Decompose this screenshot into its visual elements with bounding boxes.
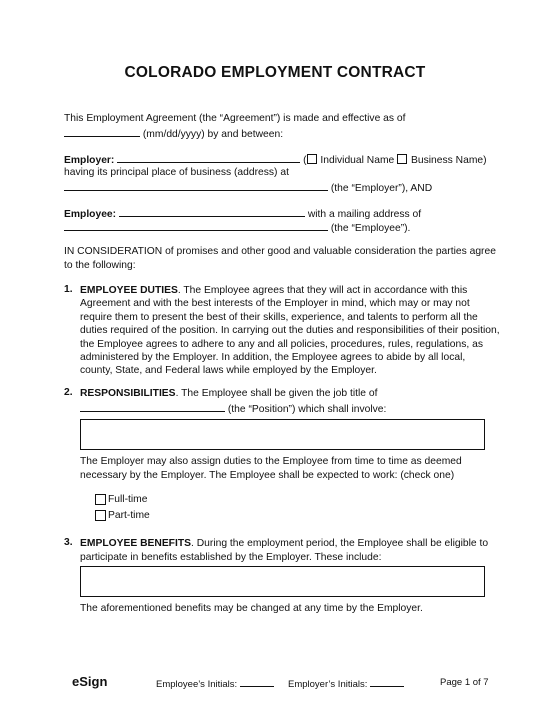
page-number: Page 1 of 7	[440, 677, 489, 688]
section-2-number: 2.	[64, 387, 73, 398]
esign-logo: eSign	[72, 674, 108, 689]
employee-address-field[interactable]	[64, 220, 328, 231]
employer-line: Employer: ( Individual Name Business Name)	[64, 152, 487, 167]
part-time-label: Part-time	[108, 510, 150, 521]
intro-line-1: This Employment Agreement (the “Agreement”) is made and effective as of	[64, 113, 406, 124]
employee-address-line: (the “Employee”).	[64, 220, 410, 235]
section-1-heading: EMPLOYEE DUTIES	[80, 285, 178, 296]
section-3-title-line: EMPLOYEE BENEFITS. During the employment period, the Employee shall be eligible to	[80, 538, 489, 549]
section-2-after-line-1: The Employer may also assign duties to the Employee from time to time as deemed	[80, 456, 462, 467]
employee-name-field[interactable]	[119, 206, 305, 217]
employer-address-label: having its principal place of business (address) at	[64, 167, 289, 178]
section-2-position-line: (the “Position”) which shall involve:	[80, 401, 386, 416]
job-title-field[interactable]	[80, 401, 225, 412]
section-2-title-line: RESPONSIBILITIES. The Employee shall be given the job title of	[80, 388, 378, 399]
individual-name-checkbox[interactable]	[307, 154, 317, 164]
business-name-checkbox[interactable]	[397, 154, 407, 164]
section-3-heading: EMPLOYEE BENEFITS	[80, 538, 191, 549]
section-2-after-line-2: necessary by the Employer. The Employee shall be expected to work: (check one)	[80, 470, 455, 481]
benefits-box[interactable]	[80, 566, 485, 597]
full-time-checkbox[interactable]	[95, 494, 106, 505]
position-duties-box[interactable]	[80, 419, 485, 450]
section-3-line-2: participate in benefits established by the Employer. These include:	[80, 552, 382, 563]
employee-initials: Employee’s Initials:	[156, 677, 274, 690]
employee-initials-field[interactable]	[240, 677, 274, 687]
employer-initials: Employer’s Initials:	[288, 677, 404, 690]
part-time-checkbox[interactable]	[95, 510, 106, 521]
employer-name-field[interactable]	[117, 152, 300, 163]
full-time-label: Full-time	[108, 494, 148, 505]
employer-label: Employer:	[64, 155, 115, 166]
employee-label: Employee:	[64, 209, 117, 220]
consideration-line-1: IN CONSIDERATION of promises and other good and valuable consideration the parties agree	[64, 246, 496, 257]
employer-initials-field[interactable]	[370, 677, 404, 687]
section-1-body: EMPLOYEE DUTIES. The Employee agrees that they will act in accordance with this Agreement and with the best interests of the Employer in mind, which may or may not require them to present the best of their skills, experience, and talents to perform all the duties required of the position. In carrying out the duties and responsibilities of their position, the Employee agrees to adhere to any and all policies, procedures, rules, regulations, as administered by the Employer. In addition, the Employee agrees to abide by all local, county, State, and Federal laws while employed by the Employer.	[80, 285, 500, 377]
employee-line: Employee: with a mailing address of	[64, 206, 421, 221]
employer-address-line: (the “Employer”), AND	[64, 180, 432, 195]
section-2-heading: RESPONSIBILITIES	[80, 388, 176, 399]
document-title: COLORADO EMPLOYMENT CONTRACT	[124, 64, 426, 81]
intro-line-2: (mm/dd/yyyy) by and between:	[64, 126, 283, 141]
consideration-line-2: to the following:	[64, 260, 136, 271]
effective-date-field[interactable]	[64, 126, 140, 137]
section-1-number: 1.	[64, 284, 73, 295]
section-3-number: 3.	[64, 537, 73, 548]
employer-address-field[interactable]	[64, 180, 328, 191]
section-3-after: The aforementioned benefits may be changed at any time by the Employer.	[80, 603, 423, 614]
